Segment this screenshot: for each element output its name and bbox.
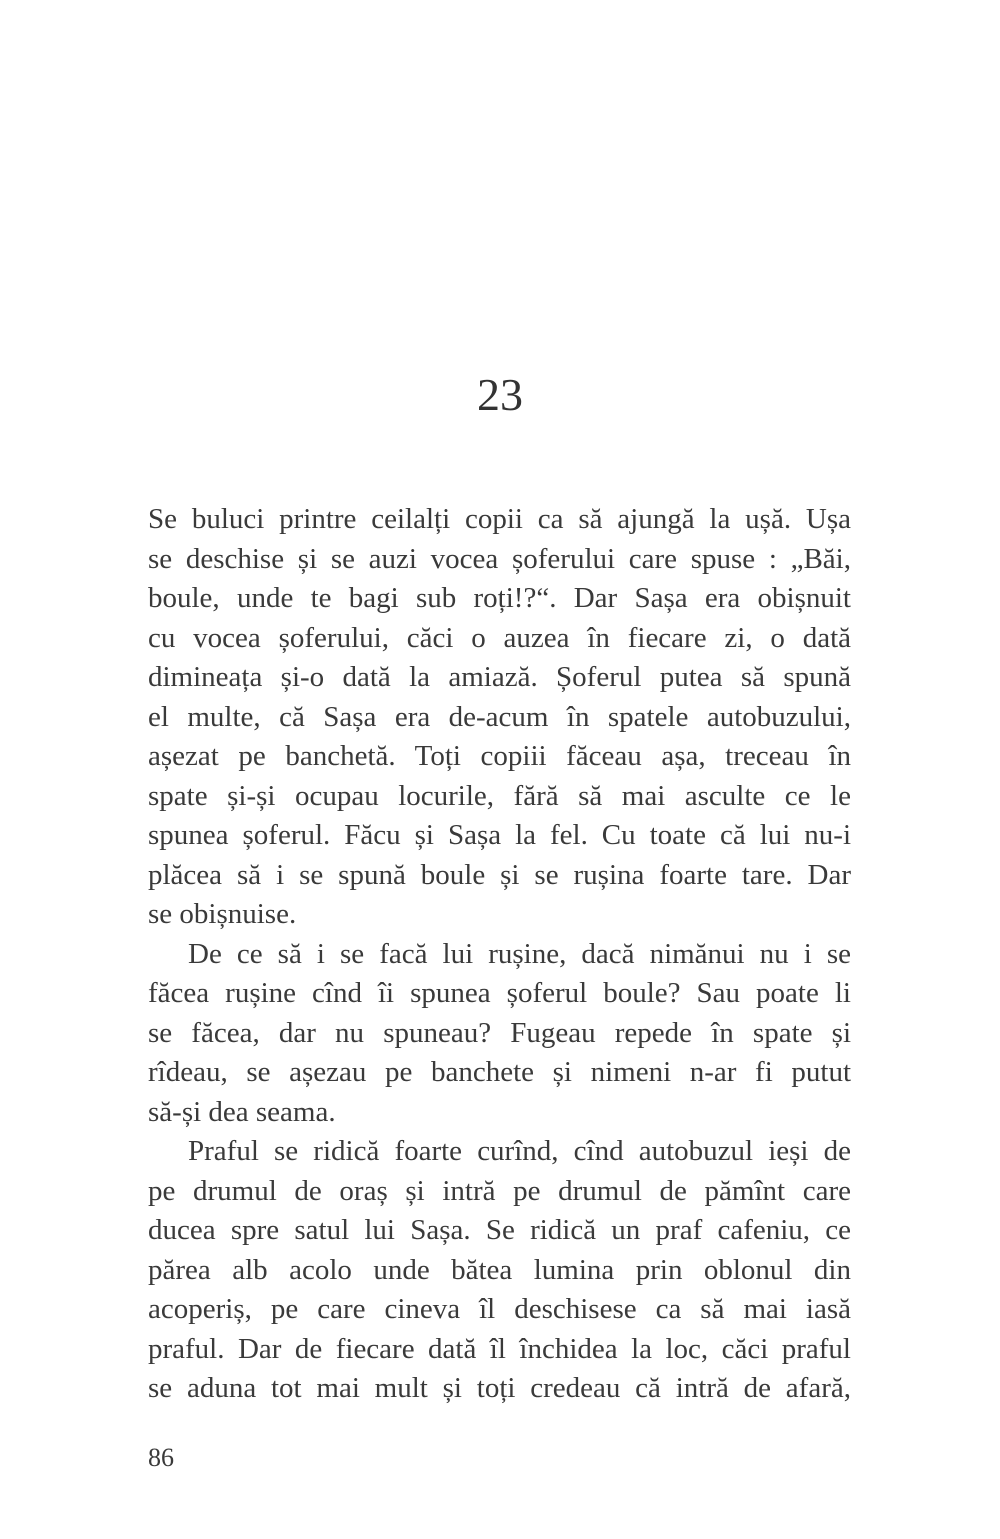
text-line: se aduna tot mai mult și toți credeau că intră de afară, [148, 1372, 851, 1404]
text-line: spate și-și ocupau locurile, fără să mai asculte ce le [148, 779, 851, 812]
text-line: boule, unde te bagi sub roți!?“. Dar Sașa era obișnuit [148, 582, 851, 614]
text-line: plăcea să i se spună boule și se rușina foarte tare. Dar [148, 858, 851, 891]
text-line: făcea rușine cînd îi spunea șoferul boule? Sau poate li [148, 977, 851, 1009]
text-line: se deschise și se auzi vocea șoferului care spuse : „Băi, [148, 542, 851, 575]
text-line: De ce să i se facă lui rușine, dacă nimănui nu i se [188, 937, 851, 970]
text-line: ducea spre satul lui Sașa. Se ridică un praf cafeniu, ce [148, 1214, 851, 1246]
text-line: praful. Dar de fiecare dată îl închidea la loc, căci praful [148, 1332, 851, 1365]
text-line: rîdeau, se așezau pe banchete și nimeni n-ar fi putut [148, 1056, 851, 1088]
text-line: se obișnuise. [148, 898, 297, 930]
page-number: 86 [148, 1443, 174, 1472]
body-text [148, 500, 851, 1409]
text-line: dimineața și-o dată la amiază. Șoferul putea să spună [148, 661, 851, 693]
text-line: se făcea, dar nu spuneau? Fugeau repede în spate și [148, 1016, 851, 1049]
text-line: cu vocea șoferului, căci o auzea în fiecare zi, o dată [148, 621, 851, 654]
text-line: așezat pe banchetă. Toți copiii făceau așa, treceau în [148, 740, 851, 772]
text-line: Se buluci printre ceilalți copii ca să ajungă la ușă. Ușa [148, 503, 851, 535]
text-line: spunea șoferul. Făcu și Sașa la fel. Cu toate că lui nu-i [148, 819, 851, 851]
chapter-number: 23 [477, 369, 523, 420]
text-line: acoperiș, pe care cineva îl deschisese ca să mai iasă [148, 1293, 851, 1325]
text-line: Praful se ridică foarte curînd, cînd autobuzul ieși de [188, 1135, 851, 1167]
text-line: părea alb acolo unde bătea lumina prin oblonul din [148, 1253, 851, 1286]
text-line: el multe, că Sașa era de-acum în spatele autobuzului, [148, 700, 851, 733]
text-line: pe drumul de oraș și intră pe drumul de pămînt care [148, 1174, 851, 1207]
text-line: să-și dea seama. [148, 1095, 336, 1128]
